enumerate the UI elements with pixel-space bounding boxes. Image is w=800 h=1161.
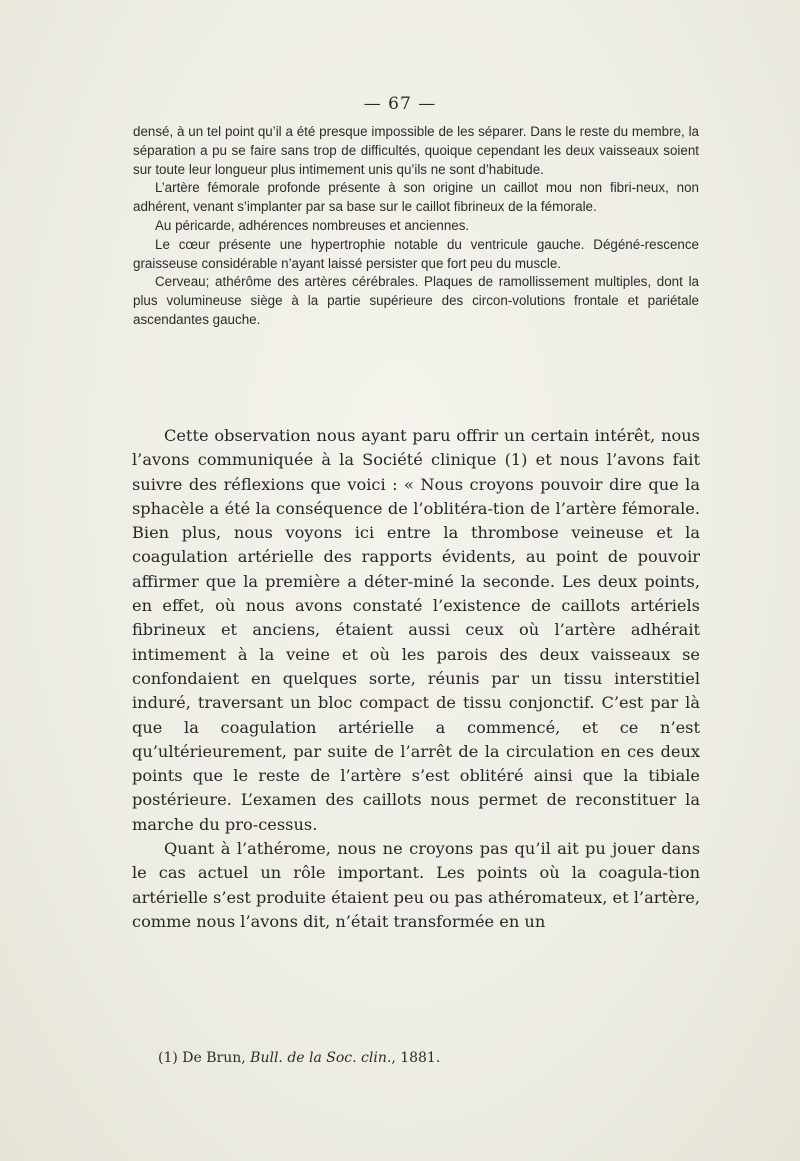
discussion-paragraph: Cette observation nous ayant paru offrir un certain intérêt, nous l’avons communiquée à la Société clinique (1) et nous l’avons fait suivre des réflexions que voici : « Nous croyons pouvoir dire que la sphacèle a été la conséquence de l’oblitéra-tion de l’artère fémorale. Bien plus, nous voyons ici entre la thrombose veineuse et la coagulation artérielle des rapports évidents, au point de pouvoir affirmer que la première a déter-miné la seconde. Les deux points, en effet, où nous avons constaté l’existence de caillots artériels fibrineux et anciens, étaient aussi ceux où l’artère adhérait intimement à la veine et où les parois des deux vaisseaux se confondaient en quelques sorte, réunis par un tissu interstitiel induré, traversant un bloc compact de tissu conjonctif. C’est par là que la coagulation artérielle a commencé, et ce n’est qu’ultérieurement, par suite de l’arrêt de la circulation en ces deux points que le reste de l’artère s’est oblitéré ainsi que la tibiale postérieure. L’examen des caillots nous permet de reconstituer la marche du pro-cessus. xyxy=(132,426,700,834)
footnote-source: Bull. de la Soc. clin. xyxy=(250,1050,392,1066)
observation-text xyxy=(133,123,699,330)
footnote-marker: (1) De Brun, xyxy=(158,1050,251,1066)
observation-paragraph: L’artère fémorale profonde présente à son origine un caillot mou non fibri-neux, non adhérent, venant s’implanter par sa base sur le caillot fibrineux de la fémorale. xyxy=(133,180,699,215)
footnote-year: , 1881. xyxy=(391,1050,441,1066)
page-number: — 67 — xyxy=(363,94,437,114)
observation-paragraph: Au péricarde, adhérences nombreuses et anciennes. xyxy=(155,217,470,233)
observation-paragraph: Le cœur présente une hypertrophie notable du ventricule gauche. Dégéné-rescence graisseuse considérable n’ayant laissé persister que fort peu du muscle. xyxy=(133,236,699,271)
footnote xyxy=(158,1050,698,1066)
discussion-paragraph: Quant à l’athérome, nous ne croyons pas qu’il ait pu jouer dans le cas actuel un rôle important. Les points où la coagula-tion artérielle s’est produite étaient peu ou pas athéromateux, et l’artère, comme nous l’avons dit, n’était transformée en un xyxy=(132,839,701,931)
discussion-text xyxy=(132,424,700,934)
observation-paragraph: Cerveau; athérôme des artères cérébrales. Plaques de ramollissement multiples, dont la plus volumineuse siège à la partie supérieure des circon-volutions frontale et pariétale ascendantes gauche. xyxy=(133,274,699,327)
observation-paragraph: densé, à un tel point qu’il a été presque impossible de les séparer. Dans le reste du membre, la séparation a pu se faire sans trop de difficultés, quoique cependant les deux vaisseaux soient sur toute leur longueur plus intimement unis qu’ils ne sont d’habitude. xyxy=(133,124,699,177)
